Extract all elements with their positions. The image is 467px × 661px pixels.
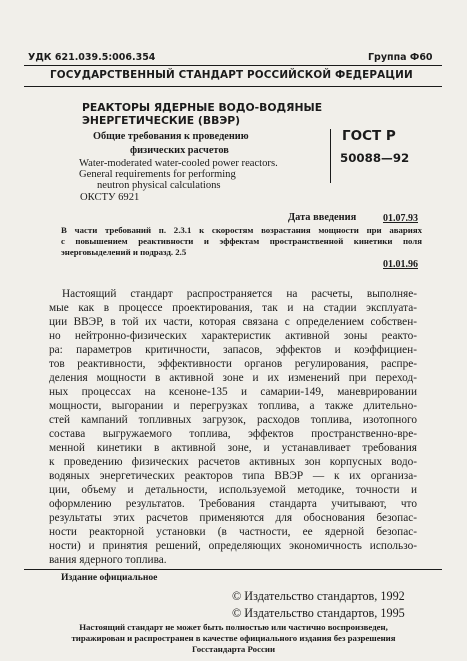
body-line: ных процессах на ксеноне-135 и самарии-149, маневрировании [49,386,417,398]
body-line: менной кинетики в активной зоне, и устанавливает требования [49,442,417,454]
gost-number: 50088—92 [340,151,410,165]
gost-label: ГОСТ Р [342,128,396,144]
clause-line: В части требований п. 2.3.1 к скоростям возрастания мощности при авариях [61,225,422,235]
body-line: оформлению результатов. Требования стандарта учитывают, что [49,498,417,510]
body-line: тов реактивности, эффективности органов регулирования, распре- [49,358,417,370]
footer-rule [24,569,442,570]
body-line: ности) и принятия решений, определяющих экономичность использо- [49,540,417,552]
body-line: ра: параметров критичности, запасов, эффектов и коэффициен- [49,344,417,356]
body-line: вания ядерного топлива. [49,554,167,566]
body-line: ции ВВЭР, в той их части, которая связана с определением собствен- [49,316,417,328]
body-line: мощности, выгорании и перегрузках топлива, а также длительно- [49,400,417,412]
header-rule-top [24,65,442,66]
clause-line: с повышением реактивности и эффектам пространственной кинетики поля [61,236,422,246]
reproduction-notice-line: Госстандарта России [191,644,276,654]
okstu-code: ОКСТУ 6921 [80,192,140,203]
body-line: деления мощности в активной зоне и их изменений при переход- [49,372,417,384]
official-edition: Издание официальное [61,572,158,583]
header-rule-bottom [24,86,442,87]
copyright-1992: © Издательство стандартов, 1992 [232,589,405,603]
title-ru-sub1: Общие требования к проведению [93,131,249,142]
standard-org-heading: ГОСУДАРСТВЕННЫЙ СТАНДАРТ РОССИЙСКОЙ ФЕДЕРАЦИИ [50,69,413,81]
title-ru-line2: ЭНЕРГЕТИЧЕСКИЕ (ВВЭР) [82,114,241,127]
title-en-line3: neutron physical calculations [97,180,221,191]
body-line: состава выгружаемого топлива, эффектов пространственно-вре- [49,428,417,440]
body-line: к проведению физических расчетов активных зон корпусных водо- [49,456,417,468]
body-line: но нейтронно-физических характеристик активной зоны реакто- [49,330,417,342]
title-ru-line1: РЕАКТОРЫ ЯДЕРНЫЕ ВОДО-ВОДЯНЫЕ [82,101,323,114]
reproduction-notice-line: Настоящий стандарт не может быть полностью или частично воспроизведен, [79,622,388,632]
date-label: Дата введения [288,212,357,223]
group-code: Группа Ф60 [368,52,433,63]
date-value: 01.07.93 [383,213,418,224]
body-line: стей кампаний топливных загрузок, расходов топлива, изотопного [49,414,417,426]
gost-divider [330,129,331,183]
clause-line: энерговыделений и подразд. 2.5 [61,247,187,257]
title-en-line2: General requirements for performing [79,169,236,180]
title-en-line1: Water-moderated water-cooled power reactors. [79,158,278,169]
body-line: результаты этих расчетов применяются для обоснования безопас- [49,512,417,524]
reproduction-notice-line: тиражирован и распространен в качестве официального издания без разрешения [71,633,396,643]
body-line: ции, объему и детальности, используемой методике, точности и [49,484,417,496]
body-line: водяных энергетических реакторов типа ВВЭР — к их организа- [49,470,417,482]
body-line: Настоящий стандарт распространяется на расчеты, выполняе- [62,288,417,300]
copyright-1995: © Издательство стандартов, 1995 [232,606,405,620]
clause-date: 01.01.96 [383,259,418,270]
title-ru-sub2: физических расчетов [130,145,229,156]
body-line: мые как в процессе проектирования, так и на стадии эксплуата- [49,302,417,314]
udk-code: УДК 621.039.5:006.354 [28,52,156,63]
body-line: ности реакторной установки (в частности, ее ядерной безопас- [49,526,417,538]
